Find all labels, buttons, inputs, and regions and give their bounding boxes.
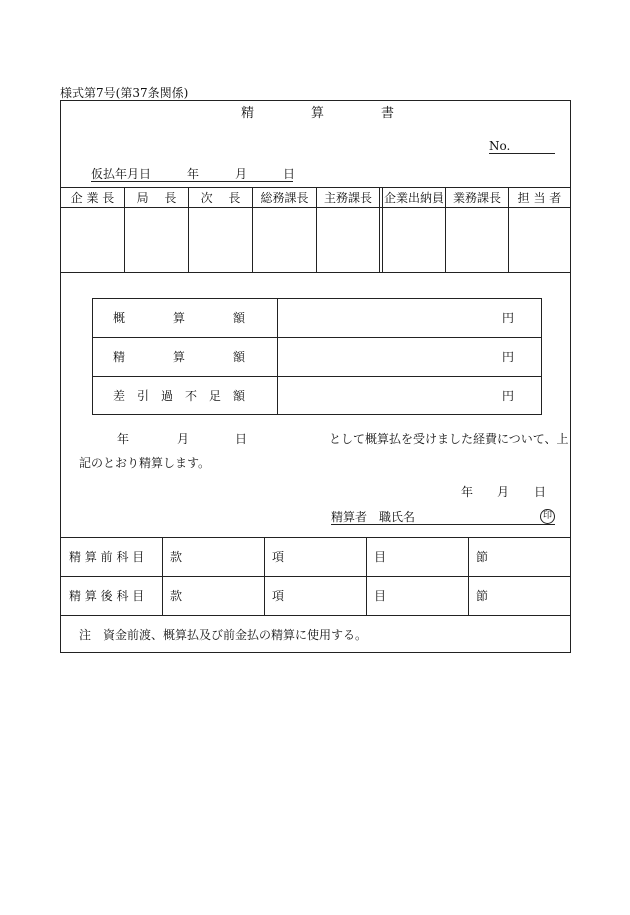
account-before-moku: 目 <box>374 550 387 564</box>
account-before-label: 精 算 前 科 目 <box>69 550 145 564</box>
yen-unit: 円 <box>502 350 515 364</box>
settlement-form <box>60 100 571 653</box>
accounts-col-divider <box>366 537 367 615</box>
approval-seal-cell[interactable] <box>317 208 379 272</box>
advance-payment-date-field[interactable] <box>91 167 296 182</box>
accounts-col-divider <box>468 537 469 615</box>
account-before-kan: 款 <box>170 550 183 564</box>
account-before-setsu: 節 <box>476 550 489 564</box>
approval-header-responsible-section: 主務課長 <box>323 191 372 205</box>
approval-seal-cell[interactable] <box>509 208 570 272</box>
sign-month-label: 月 <box>497 485 510 499</box>
amount-label-estimate: 概 算 額 <box>113 311 246 325</box>
approval-seal-cell[interactable] <box>446 208 508 272</box>
approval-header-enterprise-head: 企 業 長 <box>70 191 115 205</box>
account-after-kou: 項 <box>272 589 285 603</box>
statement-line-1: として概算払を受けました経費について、上 <box>329 432 569 446</box>
approval-header-bureau-chief: 局 長 <box>136 191 177 205</box>
approval-seal-cell[interactable] <box>61 208 124 272</box>
approval-header-cashier: 企業出納員 <box>383 191 444 205</box>
advance-month-label: 月 <box>235 167 248 181</box>
advance-day-label: 日 <box>283 167 296 181</box>
title-char-2: 算 <box>311 106 325 121</box>
amount-label-settlement: 精 算 額 <box>113 350 246 364</box>
account-before-kan-input[interactable] <box>181 538 264 576</box>
statement-year-label: 年 <box>117 432 130 446</box>
amount-label-difference: 差 引 過 不 足 額 <box>113 389 246 403</box>
statement-line-2: 記のとおり精算します。 <box>79 456 211 470</box>
accounts-col-divider <box>162 537 163 615</box>
approval-header-operations: 業務課長 <box>452 191 501 205</box>
account-after-setsu: 節 <box>476 589 489 603</box>
account-before-kou: 項 <box>272 550 285 564</box>
approval-table-bottom-rule <box>61 272 570 273</box>
form-number-caption: 様式第7号(第37条関係) <box>60 86 189 100</box>
accounts-col-divider <box>264 537 265 615</box>
seal-mark-icon: 印 <box>540 509 555 524</box>
account-after-kan-input[interactable] <box>181 577 264 615</box>
title-char-1: 精 <box>241 106 255 121</box>
account-before-kou-input[interactable] <box>283 538 366 576</box>
statement-month-label: 月 <box>177 432 190 446</box>
approval-header-deputy: 次 長 <box>200 191 241 205</box>
document-number-label: No. <box>489 139 511 153</box>
sign-day-label: 日 <box>534 485 547 499</box>
account-after-label: 精 算 後 科 目 <box>69 589 145 603</box>
account-after-moku-input[interactable] <box>385 577 468 615</box>
account-before-setsu-input[interactable] <box>487 538 570 576</box>
account-after-kan: 款 <box>170 589 183 603</box>
account-after-kou-input[interactable] <box>283 577 366 615</box>
yen-unit: 円 <box>502 389 515 403</box>
yen-unit: 円 <box>502 311 515 325</box>
approval-header-person-in-charge: 担 当 者 <box>517 191 562 205</box>
advance-payment-date-label: 仮払年月日 <box>91 167 152 181</box>
amounts-table <box>92 298 542 415</box>
account-after-moku: 目 <box>374 589 387 603</box>
usage-note: 注 資金前渡、概算払及び前金払の精算に使用する。 <box>79 628 368 642</box>
title-char-3: 書 <box>381 106 395 121</box>
settler-name-field[interactable] <box>331 510 555 525</box>
approval-header-general-affairs: 総務課長 <box>260 191 309 205</box>
approval-seal-cell[interactable] <box>253 208 316 272</box>
approval-col-divider <box>379 187 380 272</box>
account-after-setsu-input[interactable] <box>487 577 570 615</box>
document-number-field[interactable] <box>489 139 555 154</box>
settler-name-label: 精算者 職氏名 <box>331 510 416 524</box>
approval-seal-cell[interactable] <box>383 208 445 272</box>
statement-day-label: 日 <box>235 432 248 446</box>
approval-seal-cell[interactable] <box>125 208 188 272</box>
accounts-bottom-rule <box>61 615 570 616</box>
advance-year-label: 年 <box>187 167 200 181</box>
sign-year-label: 年 <box>461 485 474 499</box>
approval-seal-cell[interactable] <box>189 208 252 272</box>
account-before-moku-input[interactable] <box>385 538 468 576</box>
